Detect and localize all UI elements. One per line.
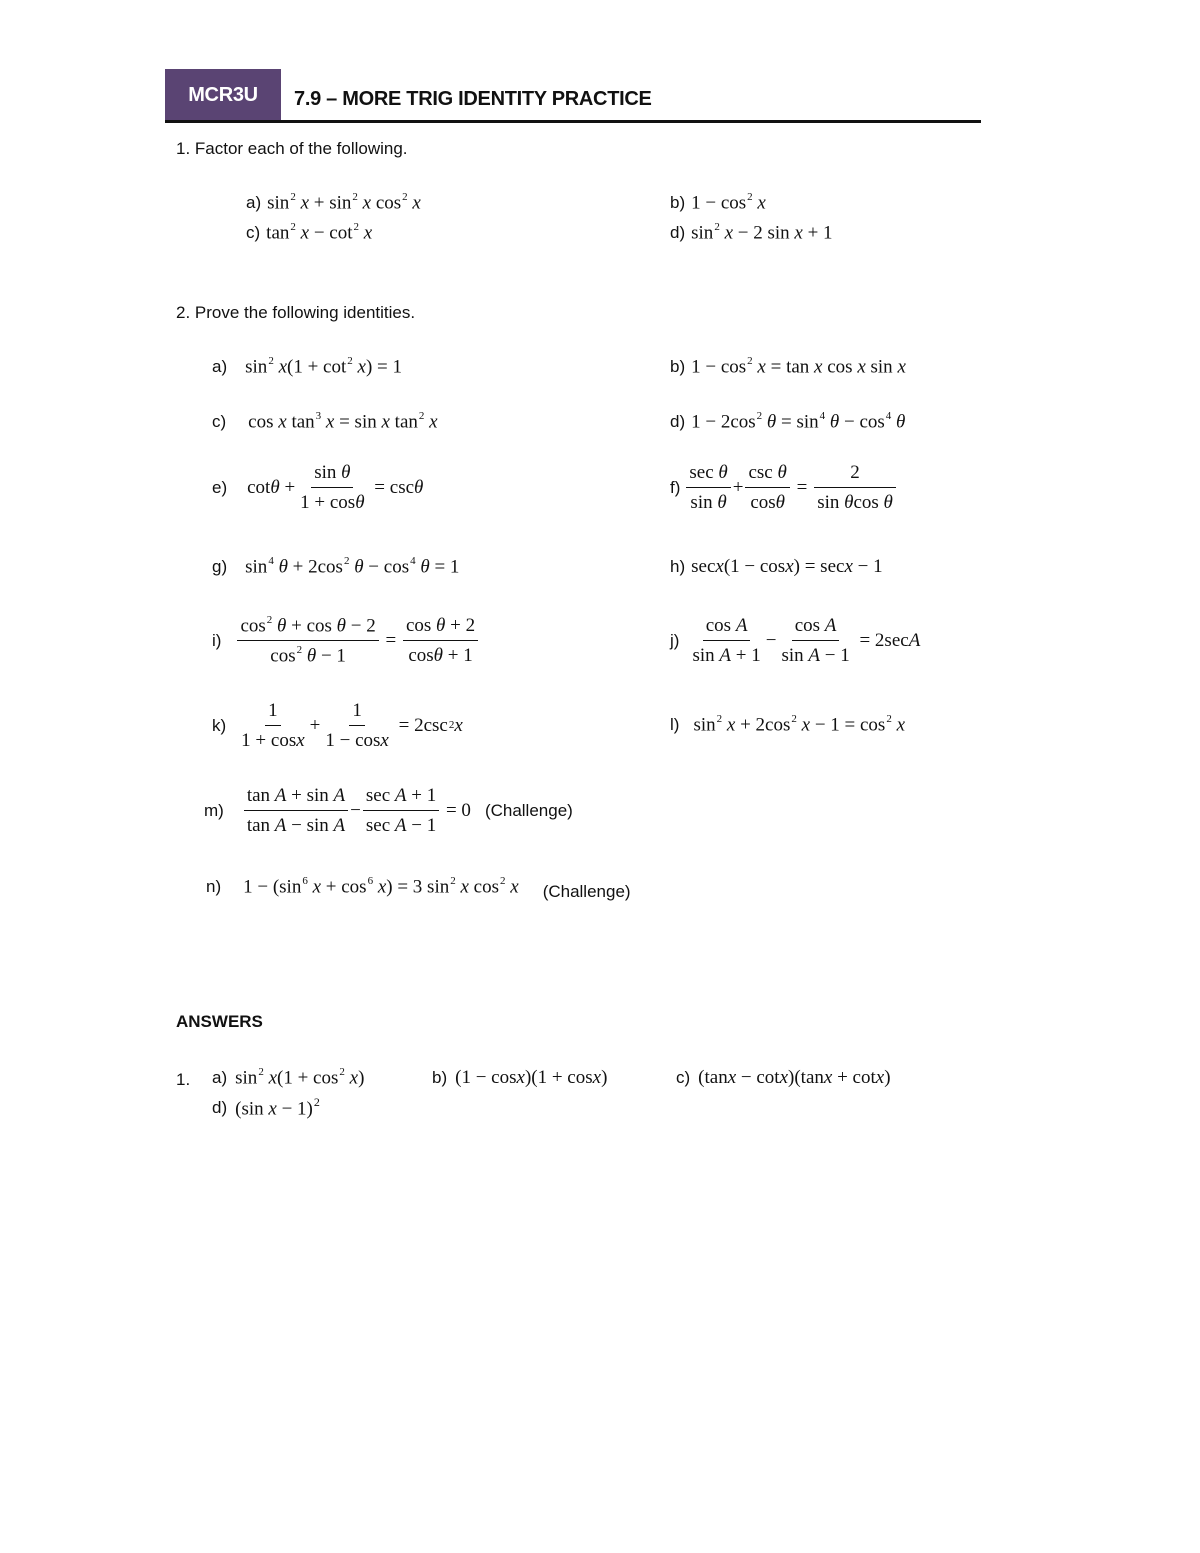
q1-item-d-label: d) — [670, 223, 686, 243]
q2-item-n-note: (Challenge) — [542, 882, 631, 902]
q1-item-c-label: c) — [246, 223, 261, 243]
q2-item-d — [670, 411, 905, 433]
answer-b-label: b) — [432, 1068, 448, 1087]
q2-item-k — [212, 700, 463, 752]
q2-item-g-expr: $\sin^4 \theta + 2\cos^2$ $\theta - \cos^4 \theta = 1$ — [245, 555, 460, 578]
answer-a-label: a) — [212, 1068, 228, 1088]
q2-item-d-label: d) — [670, 412, 686, 432]
q2-item-b — [670, 356, 906, 378]
q2-item-f-label: f) — [670, 477, 681, 497]
q2-item-j-expr: $\frac{\text{cos A}}{\text{sin A + 1}}$ − $\frac{\text{cos A}}{\text{sin A − 1}}$ = 2sec A — [692, 615, 921, 666]
q1-item-c — [246, 222, 372, 244]
q2-item-m-expr: $\frac{\text{tan A + sin A}}{\text{tan A − sin A}}$ − $\frac{\text{sec A + 1}}{\text{sec A − 1}}$ = 0 — [242, 785, 471, 837]
q2-item-g — [212, 556, 459, 578]
q2-item-h-expr: secx(1 − cosx) = secx − 1 — [691, 556, 883, 577]
q2-item-m-note: (Challenge) — [484, 800, 573, 820]
q2-item-b-label: b) — [670, 357, 686, 377]
q2-item-j-label: j) — [670, 630, 680, 650]
q2-item-a-label: a) — [212, 357, 228, 377]
q1-item-d-expr: $\sin^2 x - 2$ sin x + 1 — [691, 221, 833, 244]
q2-item-n — [206, 875, 631, 902]
q2-item-f-expr: $\frac{\text{sec θ}}{\text{sin θ}}$ + $\frac{\text{csc θ}}{\cos\theta}$ = $\frac{2}{\text{sin θcos θ}}$ — [684, 462, 898, 514]
answer-a — [212, 1067, 364, 1089]
question-2-prompt: 2. Prove the following identities. — [176, 303, 416, 322]
answer-c-expr: (tanx − cotx)(tanx + cotx) — [698, 1067, 891, 1088]
question-1-prompt: 1. Factor each of the following. — [176, 139, 408, 158]
answers-title: ANSWERS — [176, 1012, 263, 1031]
q2-item-d-expr: $1 - 2\cos^2$ $\theta = \sin^4 \theta - \cos^4 \theta$ — [691, 410, 906, 433]
course-code: MCR3U — [188, 83, 258, 106]
q2-item-i-label: i) — [212, 631, 222, 651]
q2-item-k-label: k) — [212, 715, 227, 735]
q1-item-d — [670, 222, 833, 244]
q2-item-e-label: e) — [212, 477, 228, 497]
q2-item-h-label: h) — [670, 557, 686, 576]
answer-d-expr: (sin x − 1)$^2$ — [235, 1095, 320, 1120]
page-title: 7.9 – MORE TRIG IDENTITY PRACTICE — [294, 88, 652, 110]
answers-number: 1. — [176, 1070, 191, 1089]
q2-item-a — [212, 356, 402, 378]
q2-item-f — [670, 462, 898, 514]
q2-item-e — [212, 462, 423, 514]
q1-item-a — [246, 192, 421, 214]
q2-item-g-label: g) — [212, 557, 228, 577]
q1-item-b — [670, 192, 766, 214]
q1-item-c-expr: $\tan^2 x - \cot^2 x$ — [266, 221, 373, 244]
q2-item-l-label: l) — [670, 715, 680, 735]
answer-a-expr: $\sin^2 x(1 + \cos^2 x)$ — [235, 1066, 365, 1089]
q1-item-a-expr: $\sin^2 x + \sin^2 x$ $\cos^2 x$ — [267, 191, 421, 214]
answer-b — [432, 1067, 607, 1089]
q2-item-l-expr: $\sin^2 x + 2\cos^2$ $x - 1 = \cos^2 x$ — [693, 713, 906, 736]
q1-item-b-label: b) — [670, 193, 686, 213]
q2-item-n-label: n) — [206, 877, 222, 897]
q2-item-i — [212, 615, 480, 667]
course-code-badge — [165, 69, 281, 121]
q2-item-l — [670, 714, 905, 736]
q2-item-a-expr: $\sin^2 x(1 + \cot^2 x) = 1$ — [245, 355, 402, 378]
header-rule — [165, 120, 981, 123]
answer-d — [212, 1096, 320, 1120]
answer-b-expr: (1 − cosx)(1 + cosx) — [455, 1067, 608, 1088]
q2-item-m — [204, 785, 573, 837]
q2-item-c — [212, 411, 438, 433]
q2-item-i-expr: $\frac{\cos^2 \theta + \cos \theta - 2}{\cos^2 \theta - 1}$ = $\frac{\text{cos θ + 2}}{\cos\theta + 1}$ — [235, 615, 480, 667]
q2-item-b-expr: $1 - \cos^2 x = \tan x$ cos x sin x — [691, 355, 906, 378]
q2-item-e-expr: cot θ + $\frac{\text{sin θ}}{1 + \cos\theta}$ = csc θ — [247, 462, 424, 513]
q2-item-m-label: m) — [204, 800, 224, 820]
q1-item-a-label: a) — [246, 193, 262, 213]
q1-item-b-expr: $1 - \cos^2 x$ — [691, 191, 766, 214]
answer-c — [676, 1067, 891, 1089]
answer-c-label: c) — [676, 1068, 691, 1087]
q2-item-c-expr: cos x $\tan^3 x = \sin x$ $\tan^2 x$ — [248, 410, 438, 433]
q2-item-c-label: c) — [212, 412, 227, 432]
q2-item-n-expr: $1 - (\sin^6$ $x + \cos^6 x) = 3$ $\sin^2 x$ $\cos^2 x$ — [243, 875, 519, 898]
q2-item-j — [670, 615, 920, 667]
answer-d-label: d) — [212, 1098, 228, 1118]
q2-item-h — [670, 556, 883, 578]
q2-item-k-expr: $\frac{1}{1 + \cos x}$ + $\frac{1}{1 - \cos x}$ = 2csc $^2$ x — [241, 700, 463, 751]
